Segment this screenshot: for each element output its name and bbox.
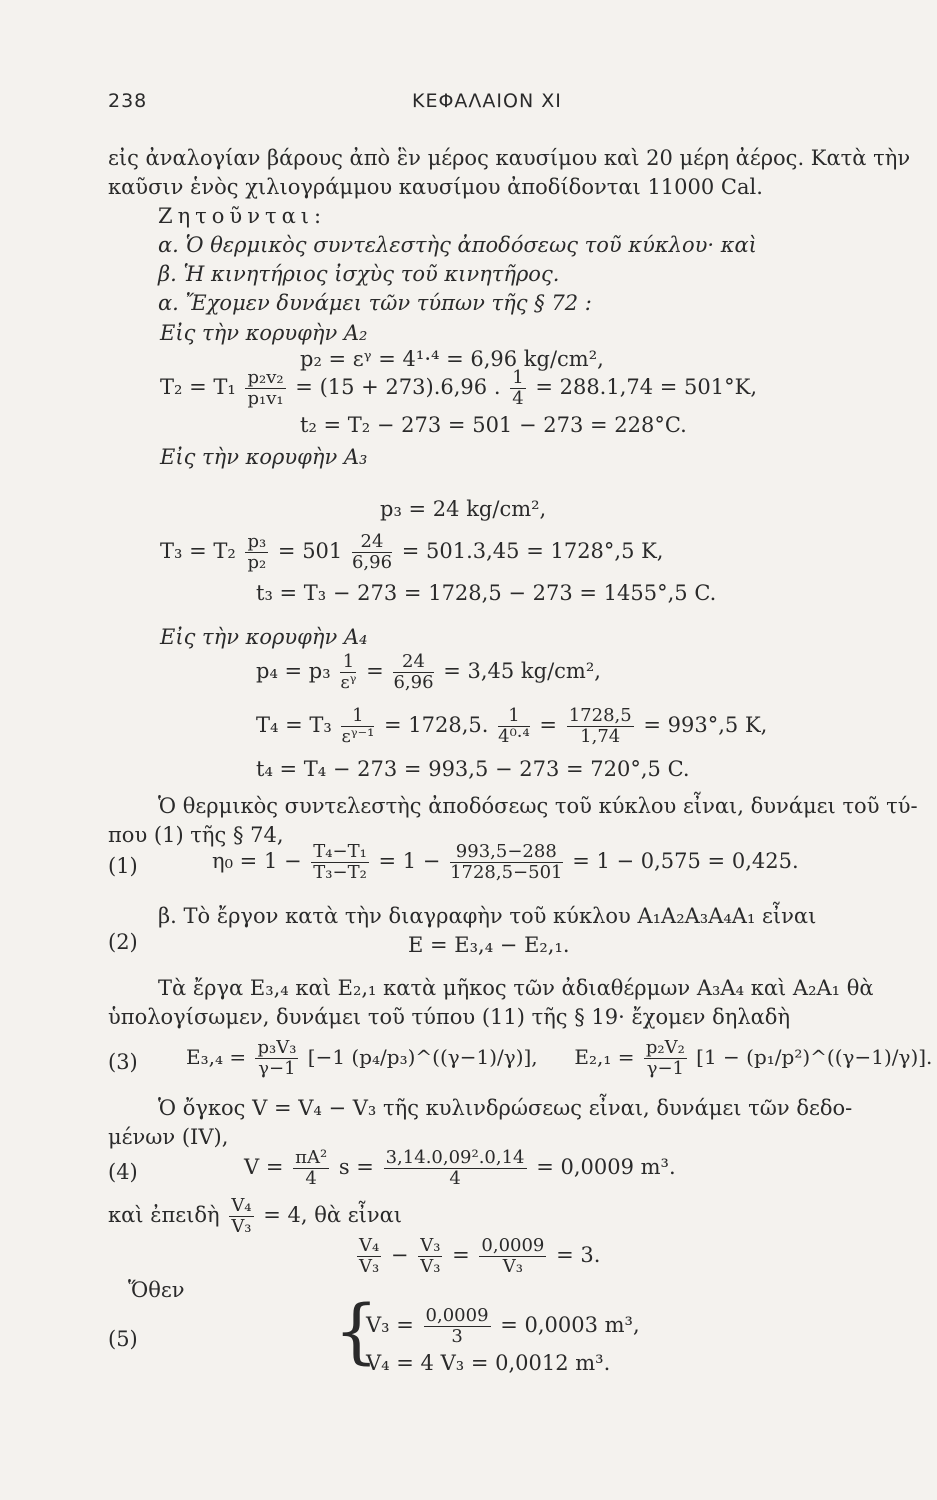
- equation: p₃ = 24 kg/cm²,: [380, 497, 547, 521]
- text-line: μένων (IV),: [108, 1125, 229, 1149]
- equation: V₄ = 4 V₃ = 0,0012 m³.: [366, 1351, 611, 1375]
- equation: t₃ = T₃ − 273 = 1728,5 − 273 = 1455°,5 C.: [256, 581, 717, 605]
- text-line: Τὰ ἔργα E₃,₄ καὶ E₂,₁ κατὰ μῆκος τῶν ἀδιαθέρμων A₃A₄ καὶ A₂A₁ θὰ: [158, 976, 874, 1000]
- equation: E₃,₄ = $\frac{\text{p₃V₃}}{\gamma-1}$ [−1 (p₄/p₃)^((γ−1)/γ)], E₂,₁ = $\frac{\text{p₂V₂}}{\gamma-1}$ [1 − (p₁/p²)^((γ−1)/γ)].: [186, 1037, 933, 1079]
- text-line: ὑπολογίσωμεν, δυνάμει τοῦ τύπου (11) τῆς § 19· ἔχομεν δηλαδὴ: [108, 1005, 791, 1029]
- chapter-title: ΚΕΦΑΛΑΙΟΝ XI: [412, 90, 562, 112]
- equation: T₄ = T₃ $\frac{1}{\text{εᵞ⁻¹}}$ = 1728,5. $\frac{1}{\text{4⁰·⁴}}$ = $\frac{1728,5}{1,74}$ = 993°,5 K,: [256, 705, 768, 747]
- text-line: β. Τὸ ἔργον κατὰ τὴν διαγραφὴν τοῦ κύκλου A₁A₂A₃A₄A₁ εἶναι: [158, 904, 817, 928]
- text-line: β. Ἡ κινητήριος ἰσχὺς τοῦ κινητῆρος.: [158, 262, 560, 286]
- brace-symbol: {: [334, 1290, 379, 1372]
- text-line: α. Ἔχομεν δυνάμει τῶν τύπων τῆς § 72 :: [158, 291, 592, 315]
- equation-number: (2): [108, 930, 138, 954]
- equation: t₂ = T₂ − 273 = 501 − 273 = 228°C.: [300, 413, 687, 437]
- equation-number: (5): [108, 1327, 138, 1351]
- equation: V₃ = $\frac{0,0009}{3}$ = 0,0003 m³,: [366, 1305, 640, 1347]
- equation: T₂ = T₁ $\frac{\text{p₂v₂}}{\text{p₁v₁}}$ = (15 + 273).6,96 . $\frac{1}{4}$ = 288.1,74 = 501°K,: [160, 367, 758, 409]
- equation: E = E₃,₄ − E₂,₁.: [408, 933, 570, 957]
- equation: p₂ = εᵞ = 4¹·⁴ = 6,96 kg/cm²,: [300, 347, 604, 371]
- text-line: Ζητοῦνται:: [158, 204, 327, 228]
- equation: $\frac{\text{V₄}}{\text{V₃}}$ − $\frac{\text{V₃}}{\text{V₃}}$ = $\frac{0,0009}{\text{V₃}}$ = 3.: [359, 1235, 601, 1277]
- text-line: Ὅθεν: [128, 1278, 185, 1302]
- equation-number: (3): [108, 1050, 138, 1074]
- page-number: 238: [108, 90, 148, 112]
- text-line: α. Ὁ θερμικὸς συντελεστὴς ἀποδόσεως τοῦ κύκλου· καὶ: [158, 233, 757, 257]
- text-line: καὶ ἐπειδὴ $\frac{\text{V₄}}{\text{V₃}}$ = 4, θὰ εἶναι: [108, 1195, 402, 1237]
- text-line: Ὁ θερμικὸς συντελεστὴς ἀποδόσεως τοῦ κύκλου εἶναι, δυνάμει τοῦ τύ-: [158, 794, 918, 818]
- text-line: εἰς ἀναλογίαν βάρους ἀπὸ ἓν μέρος καυσίμου καὶ 20 μέρη ἀέρος. Κατὰ τὴν: [108, 146, 911, 170]
- equation: T₃ = T₂ $\frac{\text{p₃}}{\text{p₂}}$ = 501 $\frac{24}{6,96}$ = 501.3,45 = 1728°,5 K,: [160, 531, 664, 573]
- equation: V = $\frac{\text{πA²}}{4}$ s = $\frac{\text{3,14.0,09².0,14}}{4}$ = 0,0009 m³.: [244, 1147, 676, 1189]
- subheading: Εἰς τὴν κορυφὴν A₃: [160, 445, 368, 469]
- equation-number: (4): [108, 1160, 138, 1184]
- subheading: Εἰς τὴν κορυφὴν A₄: [160, 625, 368, 649]
- equation: t₄ = T₄ − 273 = 993,5 − 273 = 720°,5 C.: [256, 757, 690, 781]
- text-line: καῦσιν ἑνὸς χιλιογράμμου καυσίμου ἀποδίδονται 11000 Cal.: [108, 175, 763, 199]
- text-line: που (1) τῆς § 74,: [108, 823, 284, 847]
- text-line: Ὁ ὄγκος V = V₄ − V₃ τῆς κυλινδρώσεως εἶναι, δυνάμει τῶν δεδο-: [158, 1096, 853, 1120]
- equation-number: (1): [108, 854, 138, 878]
- equation: p₄ = p₃ $\frac{1}{\text{εᵞ}}$ = $\frac{24}{6,96}$ = 3,45 kg/cm²,: [256, 651, 601, 693]
- equation: η₀ = 1 − $\frac{\text{T₄−T₁}}{\text{T₃−T₂}}$ = 1 − $\frac{993,5-288}{1728,5-501}$ = 1 − 0,575 = 0,425.: [212, 841, 799, 883]
- subheading: Εἰς τὴν κορυφὴν A₂: [160, 321, 368, 345]
